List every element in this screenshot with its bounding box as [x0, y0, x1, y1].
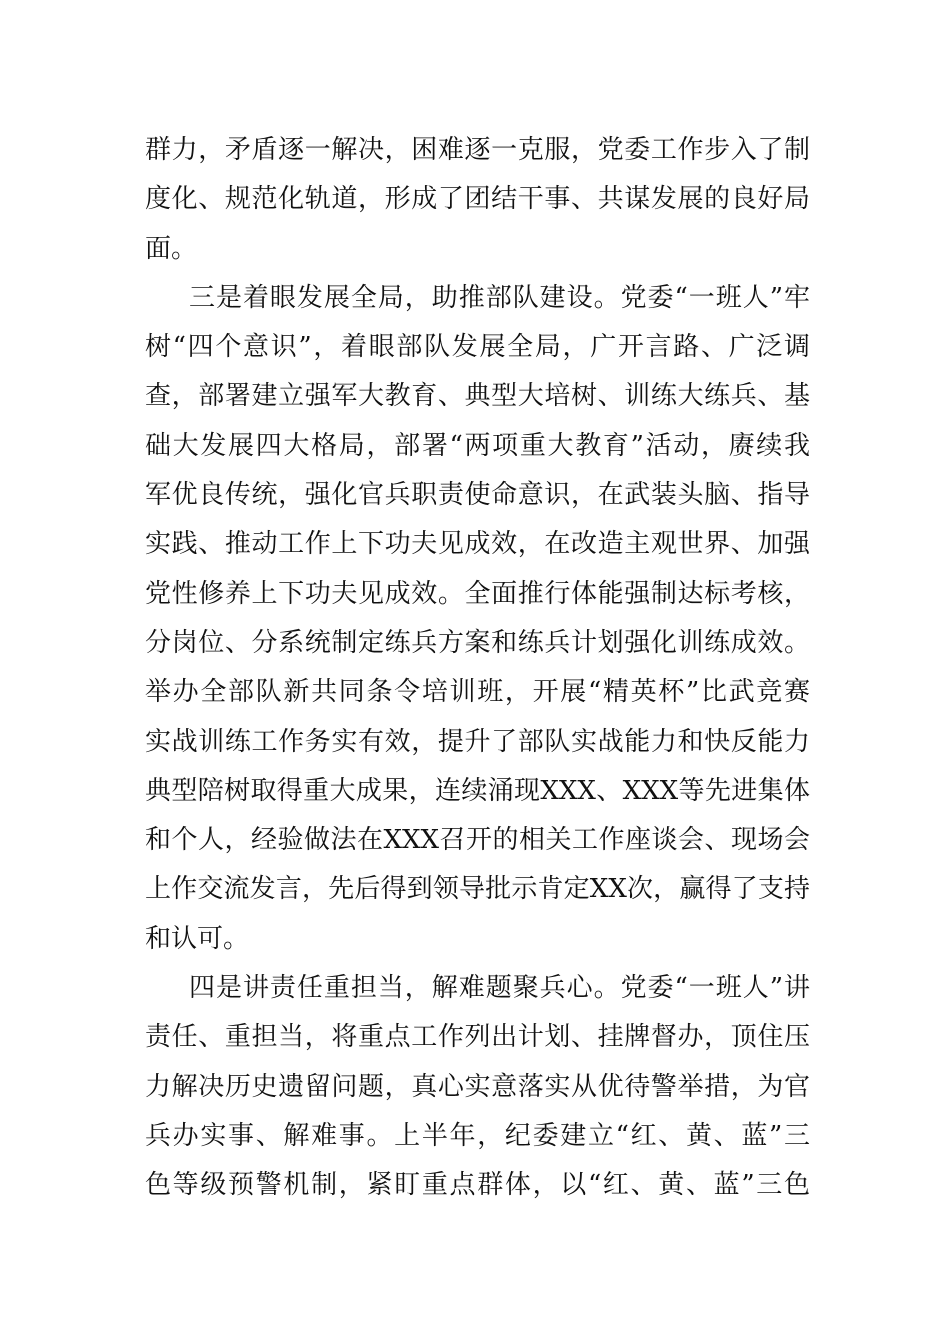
text-line: 和个人，经验做法在XXX召开的相关工作座谈会、现场会: [145, 825, 810, 856]
text-line: 典型陪树取得重大成果，连续涌现XXX、XXX等先进集体: [145, 775, 810, 806]
text-line: 党性修养上下功夫见成效。全面推行体能强制达标考核，: [145, 578, 810, 609]
text-line: 实战训练工作务实有效，提升了部队实战能力和快反能力: [145, 726, 810, 757]
document-body: [145, 126, 810, 1211]
text-line: 面。: [145, 233, 198, 264]
text-line: 色等级预警机制，紧盯重点群体，以“红、黄、蓝”三色: [145, 1170, 810, 1201]
paragraph-start-line: 三是着眼发展全局，助推部队建设。党委“一班人”牢: [189, 282, 810, 313]
text-line: 实践、推动工作上下功夫见成效，在改造主观世界、加强: [145, 529, 810, 560]
text-line: 础大发展四大格局，部署“两项重大教育”活动，赓续我: [145, 430, 810, 461]
text-line: 举办全部队新共同条令培训班，开展“精英杯”比武竞赛: [145, 677, 810, 708]
paragraph-start-line: 四是讲责任重担当，解难题聚兵心。党委“一班人”讲: [189, 973, 810, 1004]
text-line: 和认可。: [145, 923, 250, 954]
text-line: 树“四个意识”，着眼部队发展全局，广开言路、广泛调: [145, 332, 810, 363]
text-line: 上作交流发言，先后得到领导批示肯定XX次，赢得了支持: [145, 874, 810, 905]
text-line: 力解决历史遗留问题，真心实意落实从优待警举措，为官: [145, 1071, 810, 1102]
text-line: 兵办实事、解难事。上半年，纪委建立“红、黄、蓝”三: [145, 1120, 810, 1151]
text-line: 查，部署建立强军大教育、典型大培树、训练大练兵、基: [145, 381, 810, 412]
text-line: 分岗位、分系统制定练兵方案和练兵计划强化训练成效。: [145, 627, 810, 658]
text-line: 军优良传统，强化官兵职责使命意识，在武装头脑、指导: [145, 480, 810, 511]
text-line: 责任、重担当，将重点工作列出计划、挂牌督办，顶住压: [145, 1022, 810, 1053]
text-line: 度化、规范化轨道，形成了团结干事、共谋发展的良好局: [145, 184, 810, 215]
text-line: 群力，矛盾逐一解决，困难逐一克服，党委工作步入了制: [145, 135, 810, 165]
